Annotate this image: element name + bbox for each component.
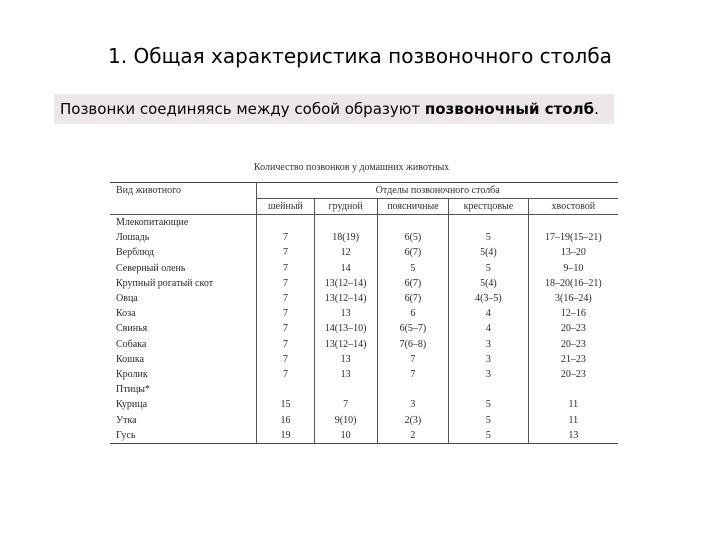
- cell-cervical: 7: [257, 352, 314, 367]
- cell-cervical: 7: [257, 245, 314, 260]
- cell-sacral: 3: [449, 337, 529, 352]
- species-name: Утка: [116, 414, 137, 426]
- cell-lumbar: 7: [377, 352, 448, 367]
- cell-caudal: 13–20: [528, 245, 618, 260]
- cell-caudal: 11: [528, 412, 618, 427]
- header-col-cervical: шейный: [257, 199, 314, 215]
- cell-cervical: 7: [257, 367, 314, 382]
- intro-text-box: [54, 94, 614, 124]
- species-name: Собака: [116, 338, 147, 350]
- species-name: Курица: [116, 399, 148, 411]
- cell-lumbar: 5: [377, 261, 448, 276]
- cell-sacral: 4: [449, 321, 529, 336]
- cell-thoracic: 13(12–14): [314, 337, 377, 352]
- cell-lumbar: 6(7): [377, 276, 448, 291]
- group-row-birds: [110, 382, 618, 397]
- cell-lumbar: 6(7): [377, 291, 448, 306]
- cell-caudal: 13: [528, 428, 618, 444]
- cell-cervical: 7: [257, 276, 314, 291]
- species-name: Северный олень: [116, 262, 186, 274]
- species-name: Овца: [116, 293, 138, 305]
- table-row: [110, 261, 618, 276]
- cell-lumbar: 7: [377, 367, 448, 382]
- cell-sacral: 5: [449, 261, 529, 276]
- group-label: Млекопитающие: [116, 217, 189, 229]
- table-row: [110, 306, 618, 321]
- scanned-table-image: [106, 160, 622, 466]
- species-name: Гусь: [110, 428, 257, 444]
- cell-caudal: 3(16–24): [528, 291, 618, 306]
- cell-sacral: 5: [449, 397, 529, 412]
- cell-caudal: 9–10: [528, 261, 618, 276]
- cell-cervical: 7: [257, 337, 314, 352]
- table-row: [110, 230, 618, 245]
- cell-cervical: 7: [257, 306, 314, 321]
- cell-caudal: 20–23: [528, 367, 618, 382]
- intro-bold-term: позвоночный столб: [424, 100, 595, 118]
- header-sections: Отделы позвоночного столба: [257, 183, 618, 199]
- table-body: [110, 215, 618, 444]
- table-row: [110, 245, 618, 260]
- cell-thoracic: 13(12–14): [314, 276, 377, 291]
- table-row: [110, 428, 618, 444]
- cell-thoracic: 13: [314, 352, 377, 367]
- species-name: Кролик: [116, 368, 148, 380]
- cell-thoracic: 18(19): [314, 230, 377, 245]
- cell-thoracic: 14(13–10): [314, 321, 377, 336]
- intro-text: Позвонки соединяясь между собой образуют: [60, 100, 425, 118]
- cell-thoracic: 14: [314, 261, 377, 276]
- cell-caudal: 17–19(15–21): [528, 230, 618, 245]
- species-name: Кошка: [116, 353, 145, 365]
- cell-caudal: 11: [528, 397, 618, 412]
- cell-thoracic: 13: [314, 306, 377, 321]
- table-title: Количество позвонков у домашних животных: [254, 162, 450, 173]
- cell-lumbar: 3: [377, 397, 448, 412]
- slide-title: 1. Общая характеристика позвоночного столба: [108, 44, 612, 68]
- header-species: Вид животного: [110, 183, 257, 215]
- cell-caudal: 12–16: [528, 306, 618, 321]
- cell-thoracic: 9(10): [314, 412, 377, 427]
- cell-thoracic: 13: [314, 367, 377, 382]
- cell-lumbar: 7(6–8): [377, 337, 448, 352]
- cell-cervical: 7: [257, 230, 314, 245]
- cell-sacral: 5: [449, 412, 529, 427]
- cell-cervical: 16: [257, 412, 314, 427]
- cell-thoracic: 12: [314, 245, 377, 260]
- cell-sacral: 4: [449, 306, 529, 321]
- cell-sacral: 3: [449, 367, 529, 382]
- table-row: [110, 321, 618, 336]
- cell-lumbar: 6(5): [377, 230, 448, 245]
- species-name: Крупный рогатый скот: [116, 277, 214, 289]
- table-row: [110, 276, 618, 291]
- header-col-thoracic: грудной: [314, 199, 377, 215]
- intro-period: .: [594, 100, 599, 118]
- cell-lumbar: 2: [377, 428, 448, 444]
- table-row: [110, 291, 618, 306]
- cell-sacral: 4(3–5): [449, 291, 529, 306]
- cell-lumbar: 6(5–7): [377, 321, 448, 336]
- cell-caudal: 21–23: [528, 352, 618, 367]
- cell-lumbar: 2(3): [377, 412, 448, 427]
- cell-cervical: 7: [257, 261, 314, 276]
- cell-cervical: 7: [257, 291, 314, 306]
- cell-lumbar: 6: [377, 306, 448, 321]
- cell-thoracic: 7: [314, 397, 377, 412]
- table-row: [110, 412, 618, 427]
- cell-sacral: 5: [449, 230, 529, 245]
- table-row: [110, 367, 618, 382]
- cell-thoracic: 13(12–14): [314, 291, 377, 306]
- vertebrae-table: [110, 182, 618, 444]
- species-name: Свинья: [116, 323, 148, 335]
- species-name: Верблюд: [116, 247, 154, 259]
- group-label: Птицы*: [116, 384, 151, 396]
- cell-caudal: 20–23: [528, 337, 618, 352]
- header-col-lumbar: поясничные: [377, 199, 448, 215]
- species-name: Коза: [116, 308, 136, 320]
- cell-caudal: 20–23: [528, 321, 618, 336]
- cell-cervical: 7: [257, 321, 314, 336]
- cell-sacral: 5(4): [449, 276, 529, 291]
- cell-lumbar: 6(7): [377, 245, 448, 260]
- cell-caudal: 18–20(16–21): [528, 276, 618, 291]
- cell-sacral: 3: [449, 352, 529, 367]
- table-row: [110, 397, 618, 412]
- cell-thoracic: 10: [314, 428, 377, 444]
- header-col-caudal: хвостовой: [528, 199, 618, 215]
- cell-cervical: 19: [257, 428, 314, 444]
- cell-sacral: 5: [449, 428, 529, 444]
- cell-sacral: 5(4): [449, 245, 529, 260]
- species-name: Лошадь: [116, 232, 150, 244]
- table-row: [110, 337, 618, 352]
- header-col-sacral: крестцовые: [449, 199, 529, 215]
- table-row: [110, 352, 618, 367]
- cell-cervical: 15: [257, 397, 314, 412]
- group-row-mammals: [110, 215, 618, 231]
